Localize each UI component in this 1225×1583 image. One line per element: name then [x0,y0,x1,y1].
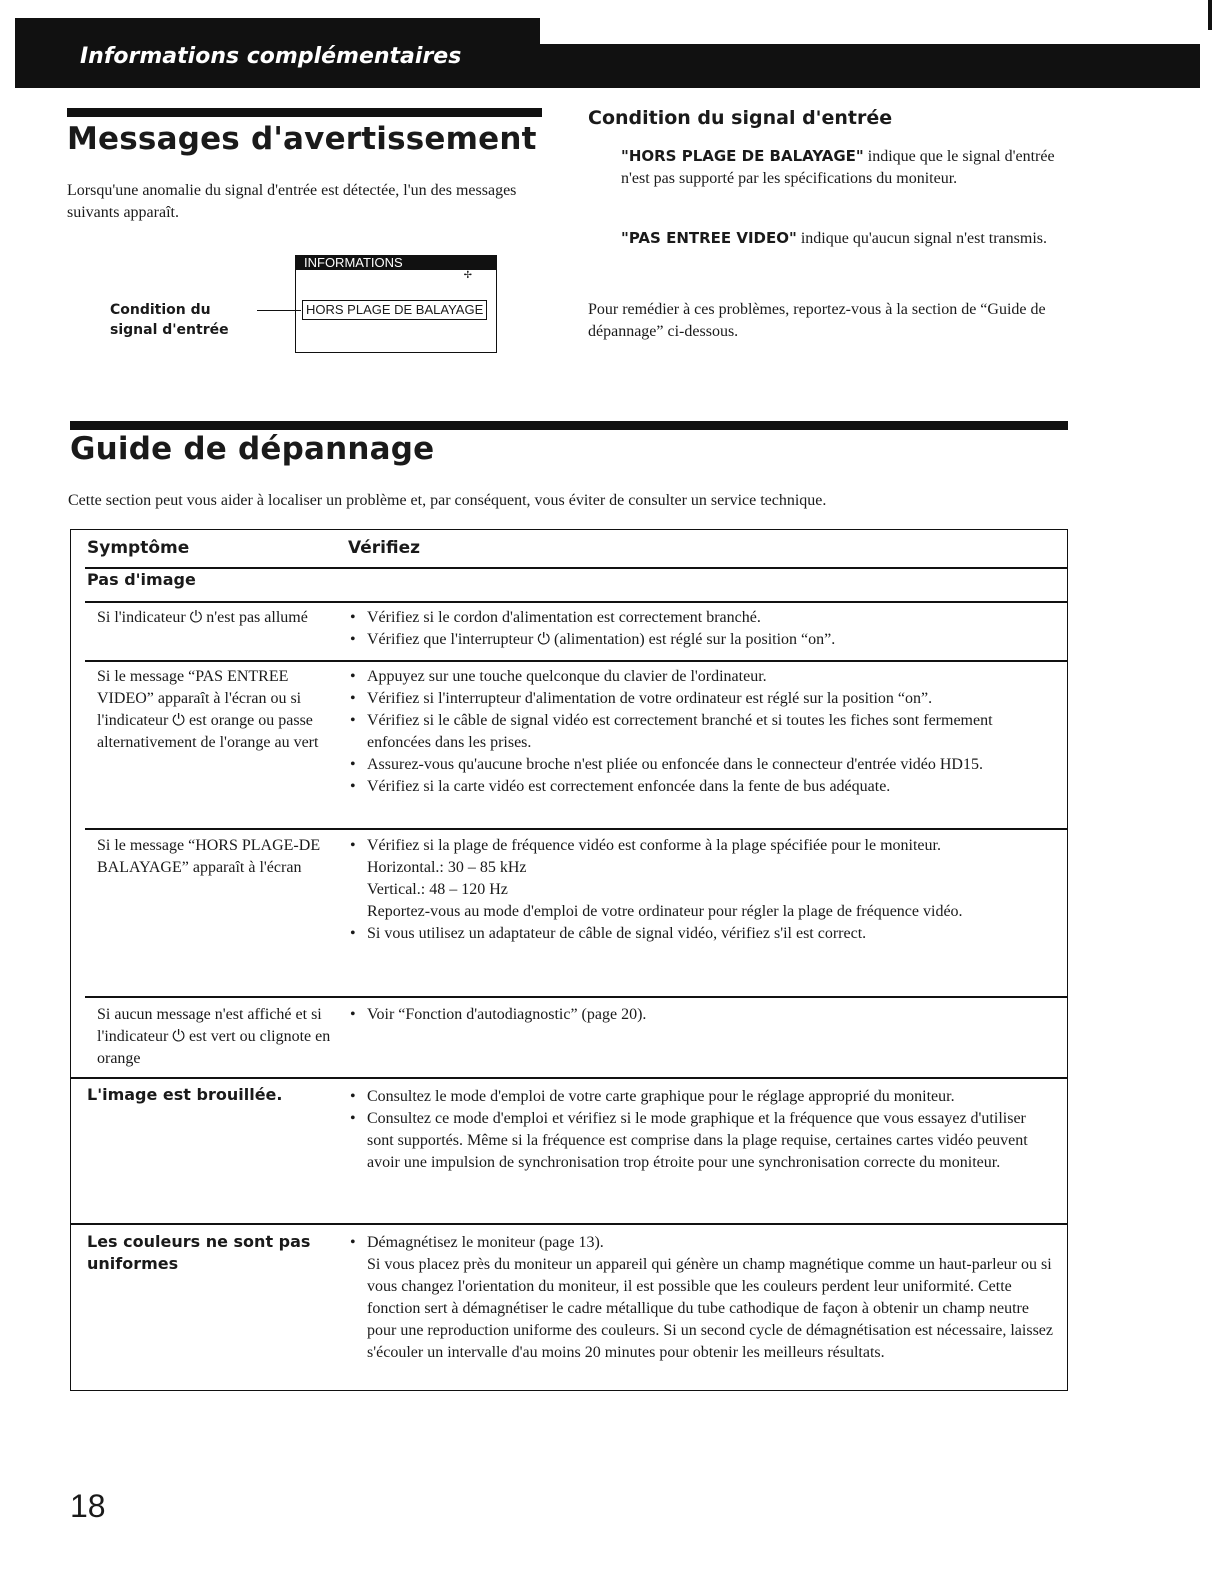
checks-no-video [348,666,1060,798]
row-divider [85,996,1067,998]
sparkle-icon: ✢ [463,270,472,281]
list-item: • Vérifiez si la carte vidéo est correctement enfoncée dans la fente de bus adéquate. [348,776,1060,798]
item-1-label: "HORS PLAGE DE BALAYAGE" [621,147,864,165]
checks-blurry [348,1086,1048,1174]
row-divider [85,567,1067,569]
warnings-intro: Lorsqu'une anomalie du signal d'entrée est détectée, l'un des messages suivants apparaît. [67,182,517,221]
list-item: • Vérifiez que l'interrupteur ⏻ (alimentation) est réglé sur la position “on”. [348,629,1048,651]
symptom-out-of-range: Si le message “HORS PLAGE-DE BALAYAGE” apparaît à l'écran [97,837,321,876]
troubleshooting-intro: Cette section peut vous aider à localiser un problème et, par conséquent, vous éviter de consulter un service technique. [68,492,827,509]
item-1-text: indique que le signal d'entrée n'est pas supporté par les spécifications du moniteur. [621,148,1055,187]
list-item: • Vérifiez si la plage de fréquence vidéo est conforme à la plage spécifiée pour le moniteur. [348,835,1060,857]
category-no-image: Pas d'image [87,570,196,589]
input-condition-item-1 [621,145,1061,190]
item-2-label: "PAS ENTREE VIDEO" [621,229,797,247]
callout-label: Condition du signal d'entrée [110,302,229,338]
page-edge-mark [1208,0,1212,30]
list-item: • Consultez ce mode d'emploi et vérifiez si le mode graphique et la fréquence que vous essayez d'utiliser sont supportés. Même si la fréquence est comprise dans la plage requise, certaines cartes vidéo peuvent avoir une impulsion de synchronisation trop étroite pour une synchronisation correcte du moniteur. [348,1108,1048,1174]
section-rule [67,108,542,117]
refer-manual: Reportez-vous au mode d'emploi de votre ordinateur pour régler la plage de fréquence vidéo. [367,903,963,920]
header-notch [540,18,1200,44]
horizontal-range: Horizontal.: 30 – 85 kHz [367,859,527,876]
section-header-title: Informations complémentaires [80,44,462,69]
informations-screen [295,255,497,353]
page-number: 18 [70,1488,106,1524]
checks-indicator-off [348,607,1048,651]
input-condition-remedy: Pour remédier à ces problèmes, reportez-vous à la section de “Guide de dépannage” ci-dessous. [588,301,1046,340]
list-item: • Vérifiez si le cordon d'alimentation est correctement branché. [348,607,1048,629]
vertical-range: Vertical.: 48 – 120 Hz [367,881,508,898]
column-header-symptom: Symptôme [87,538,190,558]
category-blurry: L'image est brouillée. [87,1085,283,1104]
symptom-indicator-off: Si l'indicateur ⏻ n'est pas allumé [97,609,308,626]
checks-colors [348,1232,1062,1364]
warnings-heading: Messages d'avertissement [67,121,537,157]
checks-out-of-range [348,835,1060,945]
list-item: • Assurez-vous qu'aucune broche n'est pliée ou enfoncée dans le connecteur d'entrée vidéo HD15. [348,754,1060,776]
input-condition-heading: Condition du signal d'entrée [588,107,893,129]
list-item: • Consultez le mode d'emploi de votre carte graphique pour le réglage approprié du moniteur. [348,1086,1048,1108]
checks-no-message [348,1004,1048,1026]
symptom-no-message: Si aucun message n'est affiché et si l'indicateur ⏻ est vert ou clignote en orange [97,1006,331,1067]
list-item: • Vérifiez si l'interrupteur d'alimentation de votre ordinateur est réglé sur la position “on”. [348,688,1060,710]
column-header-check: Vérifiez [348,538,420,558]
troubleshooting-heading: Guide de dépannage [70,431,435,467]
troubleshooting-table [70,529,1068,1391]
list-item: • Voir “Fonction d'autodiagnostic” (page 20). [348,1004,1048,1026]
list-item: • Appuyez sur une touche quelconque du clavier de l'ordinateur. [348,666,1060,688]
input-condition-item-2 [621,227,1061,250]
item-2-text: indique qu'aucun signal n'est transmis. [796,230,1047,247]
row-divider [71,1077,1067,1079]
row-divider [85,660,1067,662]
list-item: • Si vous utilisez un adaptateur de câble de signal vidéo, vérifiez s'il est correct. [348,923,1060,945]
row-divider [85,601,1067,603]
symptom-no-video: Si le message “PAS ENTREE VIDEO” apparaît à l'écran ou si l'indicateur ⏻ est orange ou passe alternativement de l'orange au vert [97,668,319,751]
informations-title: INFORMATIONS [296,256,496,270]
category-colors: Les couleurs ne sont pas uniformes [87,1232,311,1273]
list-item: • Démagnétisez le moniteur (page 13). [348,1232,1062,1254]
section-rule [70,421,1068,430]
degauss-explanation: Si vous placez près du moniteur un appareil qui génère un champ magnétique comme un haut-parleur ou si vous changez l'orientation du moniteur, il est possible que les couleurs perdent leur uniformité. Cette fonction sert à démagnétiser le cadre métallique du tube cathodique de façon à obtenir un champ neutre pour une reproduction uniforme des couleurs. Si un second cycle de démagnétisation est nécessaire, laissez s'écouler un intervalle d'au moins 20 minutes pour obtenir les meilleurs résultats. [367,1256,1053,1361]
informations-message: HORS PLAGE DE BALAYAGE [302,300,487,320]
row-divider [71,1223,1067,1225]
list-item: • Vérifiez si le câble de signal vidéo est correctement branché et si toutes les fiches sont fermement enfoncées dans les prises. [348,710,1060,754]
row-divider [85,828,1067,830]
